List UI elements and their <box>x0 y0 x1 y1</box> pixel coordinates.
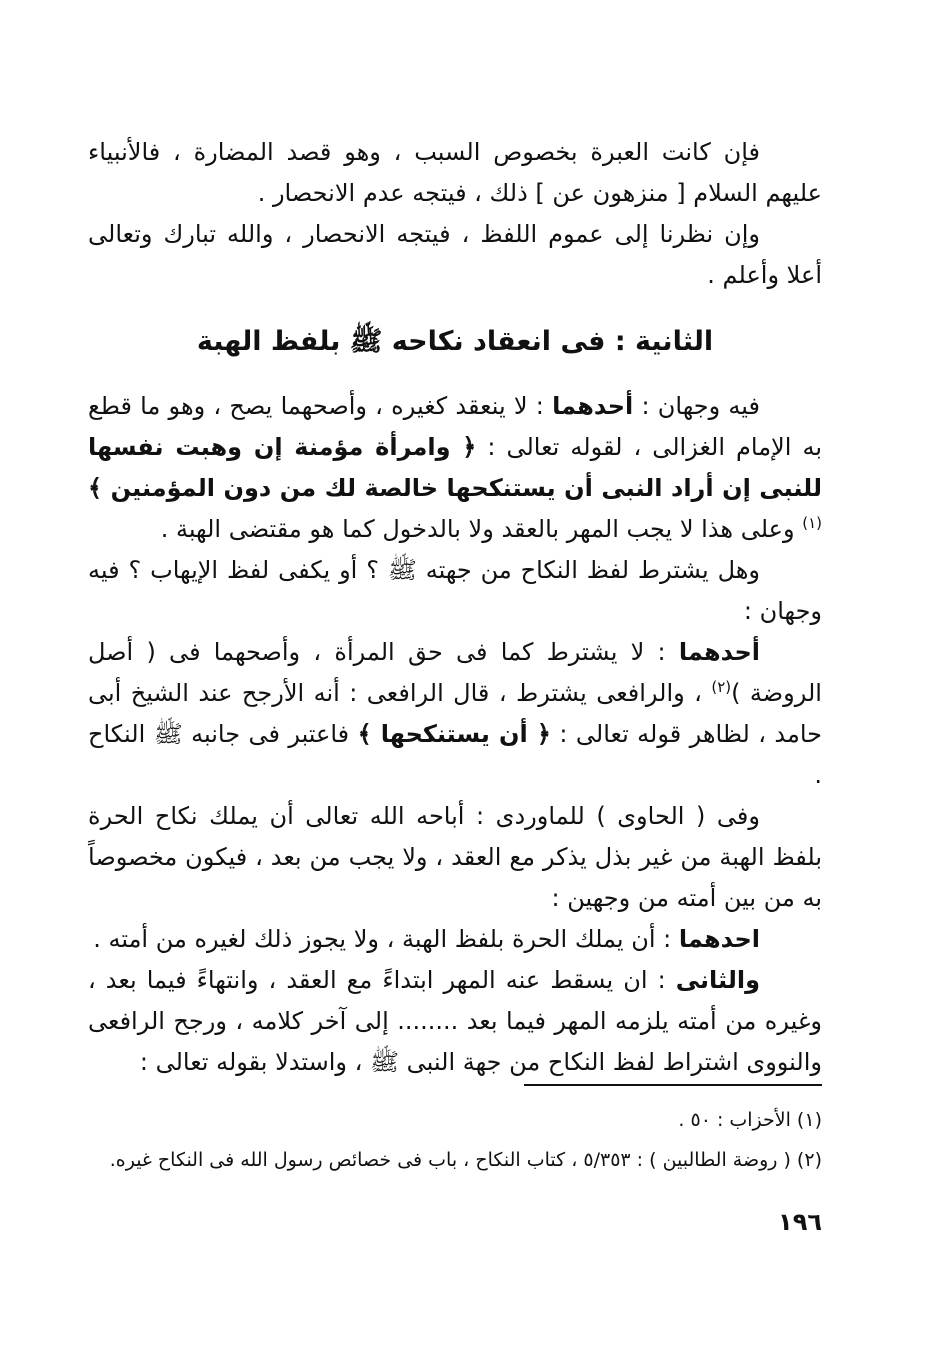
page-number: ١٩٦ <box>778 1208 822 1236</box>
p3-text-1: فيه وجهان : <box>633 392 761 420</box>
footnote-ref-1: (١) <box>802 514 822 532</box>
quran-quote-1: ﴿ وامرأة مؤمنة إن وهبت نفسها للنبى إن أراد النبى أن يستنكحها خالصة لك من دون المؤمنين ﴾ <box>88 433 822 502</box>
footnote-divider <box>524 1084 822 1086</box>
footnote-2: (٢) ( روضة الطالبين ) : ٥/٣٥٣ ، كتاب النكاح ، باب فى خصائص رسول الله فى النكاح غيره. <box>109 1149 822 1171</box>
p3-text-2: : لا ينعقد كغيره ، وأصحهما يصح ، وهو ما قطع به الإمام الغزالى ، لقوله تعالى : <box>88 392 822 461</box>
footnotes <box>88 1100 822 1180</box>
p5-bold-1: أحدهما <box>678 638 760 666</box>
footnote-ref-2: (٢) <box>711 678 732 696</box>
p5-text-1: : لا يشترط كما فى حق المرأة ، وأصحهما فى ( أصل الروضة ) <box>88 638 822 707</box>
paragraph-5 <box>88 632 822 796</box>
p5-text-2: ، والرافعى يشترط ، قال الرافعى : أنه الأرجح عند الشيخ أبى حامد ، لظاهر قوله تعالى : <box>88 679 823 748</box>
p8-bold-1: والثانى <box>675 966 760 994</box>
footnote-1: (١) الأحزاب : ٥٠ . <box>678 1109 822 1131</box>
paragraph-6: وفى ( الحاوى ) للماوردى : أباحه الله تعالى أن يملك نكاح الحرة بلفظ الهبة من غير بذل يذكر مع العقد ، ولا يجب من بعد ، فيكون مخصوصاً به من بين أمته من وجهين : <box>88 802 822 912</box>
paragraph-3 <box>88 386 822 550</box>
paragraph-4: وهل يشترط لفظ النكاح من جهته ﷺ ؟ أو يكفى لفظ الإيهاب ؟ فيه وجهان : <box>88 556 822 625</box>
paragraph-2: وإن نظرنا إلى عموم اللفظ ، فيتجه الانحصار ، والله تبارك وتعالى أعلا وأعلم . <box>88 220 822 289</box>
p3-text-3: وعلى هذا لا يجب المهر بالعقد ولا بالدخول كما هو مقتضى الهبة . <box>160 515 803 543</box>
p3-bold-1: أحدهما <box>552 392 634 420</box>
paragraph-7 <box>88 919 822 960</box>
paragraph-8 <box>88 960 822 1083</box>
p7-text-1: : أن يملك الحرة بلفظ الهبة ، ولا يجوز ذلك لغيره من أمته . <box>93 925 679 953</box>
p8-text-1: : ان يسقط عنه المهر ابتداءً مع العقد ، وانتهاءً فيما بعد ، وغيره من أمته يلزمه المهر فيما بعد ........ إلى آخر كلامه ، ورجح الرافعى والنووى اشتراط لفظ النكاح من جهة النبى ﷺ ، واستدلا بقوله تعالى : <box>88 966 822 1076</box>
p5-text-3: فاعتبر فى جانبه ﷺ النكاح . <box>88 720 822 789</box>
quran-quote-2: ﴿ أن يستنكحها ﴾ <box>357 720 551 748</box>
paragraph-1: فإن كانت العبرة بخصوص السبب ، وهو قصد المضارة ، فالأنبياء عليهم السلام [ منزهون عن ] ذلك ، فيتجه عدم الانحصار . <box>88 138 822 207</box>
p7-bold-1: احدهما <box>678 925 760 953</box>
section-heading: الثانية : فى انعقاد نكاحه ﷺ بلفظ الهبة <box>196 326 714 357</box>
page-body <box>88 132 822 1083</box>
